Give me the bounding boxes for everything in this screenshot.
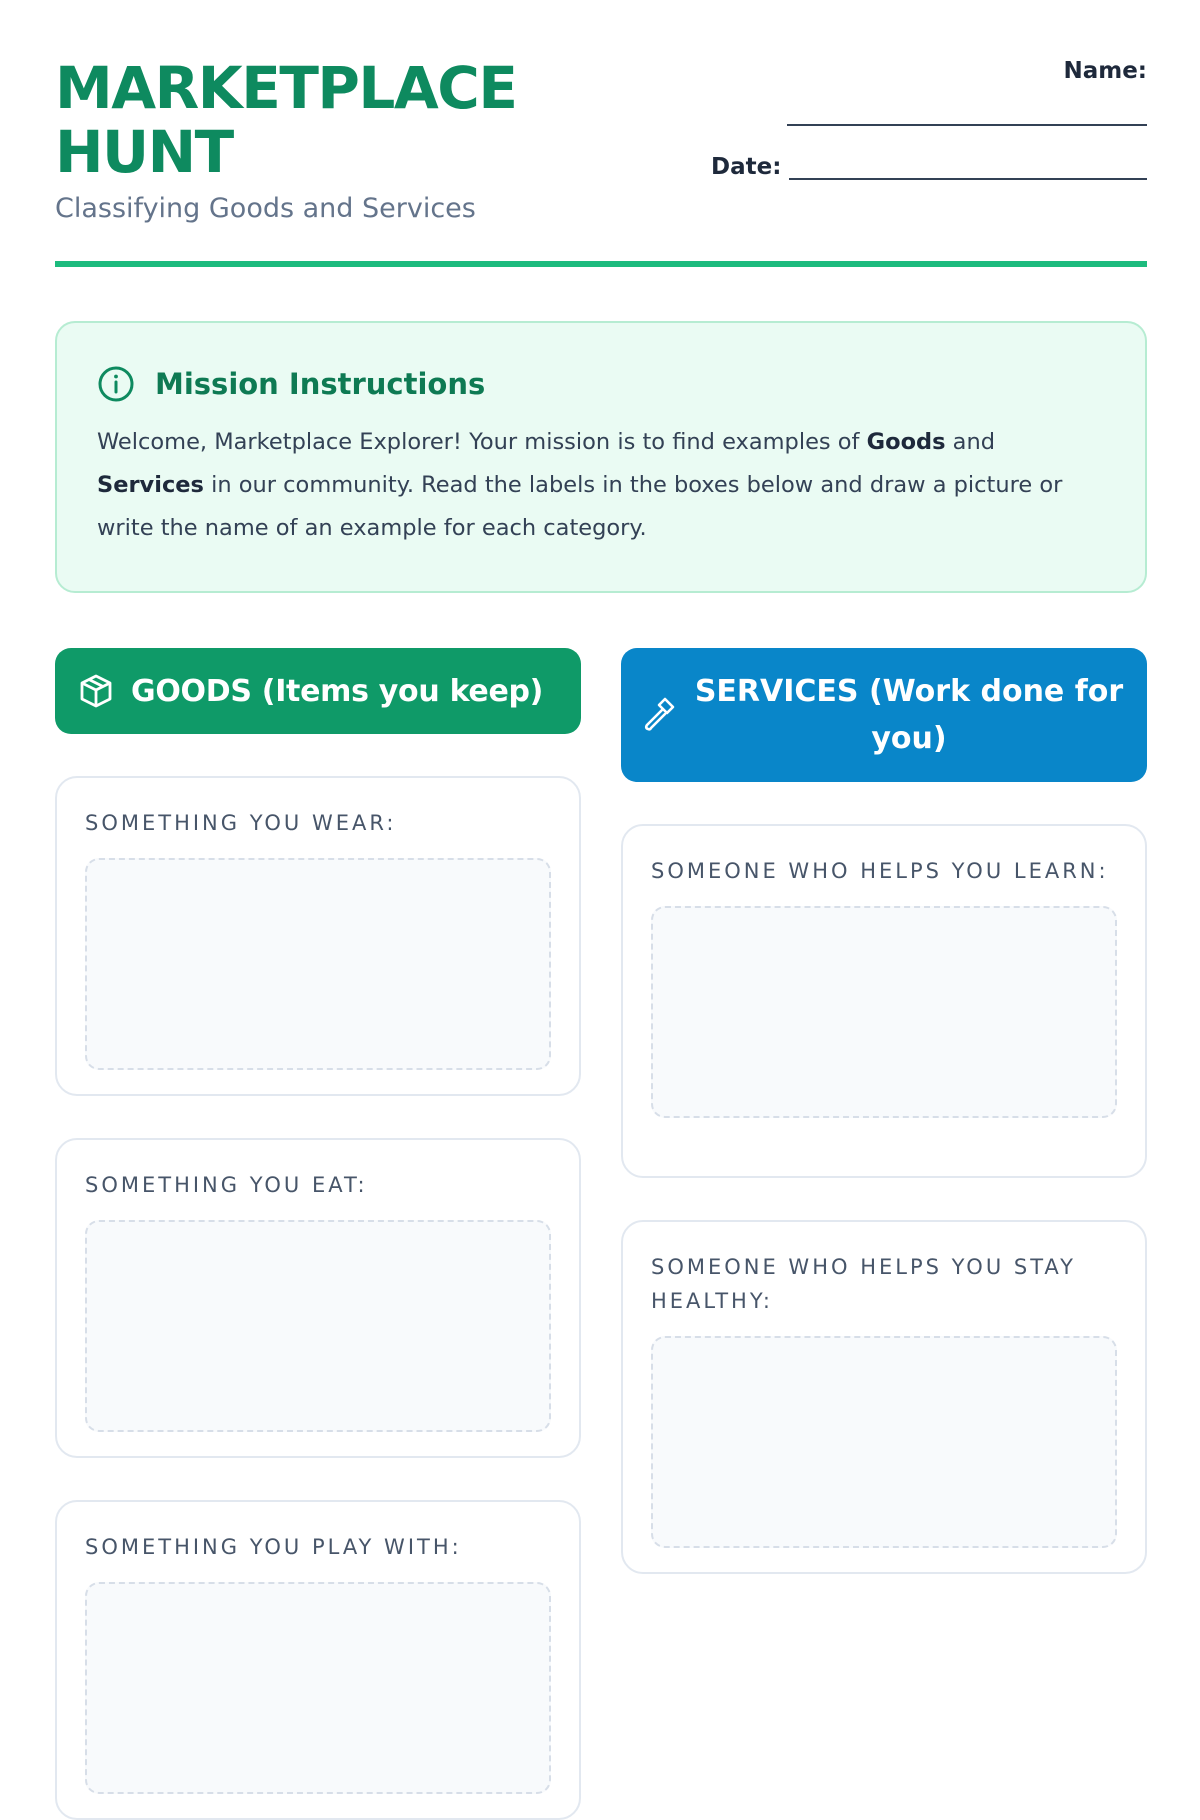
services-card-learn <box>621 824 1147 1178</box>
date-field[interactable] <box>711 150 1147 180</box>
goods-column <box>55 648 581 1820</box>
goods-header <box>55 648 581 734</box>
drawing-area[interactable] <box>651 1336 1117 1548</box>
services-card-healthy <box>621 1220 1147 1574</box>
box-icon <box>77 672 115 710</box>
mission-title: Mission Instructions <box>155 367 486 401</box>
goods-card-play <box>55 1500 581 1820</box>
card-label: SOMETHING YOU PLAY WITH: <box>85 1535 462 1559</box>
title-line-2: HUNT <box>55 118 233 186</box>
card-label: SOMETHING YOU WEAR: <box>85 811 397 835</box>
drawing-area[interactable] <box>85 1582 551 1794</box>
card-label: SOMETHING YOU EAT: <box>85 1173 368 1197</box>
page-subtitle: Classifying Goods and Services <box>55 193 476 224</box>
name-field[interactable] <box>787 58 1147 126</box>
name-line[interactable] <box>787 84 1147 126</box>
drawing-area[interactable] <box>85 1220 551 1432</box>
drawing-area[interactable] <box>651 906 1117 1118</box>
header-divider <box>55 261 1147 267</box>
name-label: Name: <box>1063 58 1147 84</box>
mission-text-1: Welcome, Marketplace Explorer! Your mission is to find examples of <box>97 429 867 455</box>
title-line-1: MARKETPLACE <box>55 54 517 122</box>
card-label: SOMEONE WHO HELPS YOU STAY HEALTHY: <box>651 1255 1076 1313</box>
goods-card-eat <box>55 1138 581 1458</box>
services-column <box>621 648 1147 1574</box>
goods-card-wear <box>55 776 581 1096</box>
hammer-icon <box>641 697 677 733</box>
drawing-area[interactable] <box>85 858 551 1070</box>
page-title <box>55 56 575 184</box>
mission-instructions-box <box>55 321 1147 593</box>
mission-text-2: and <box>945 429 996 455</box>
date-line[interactable] <box>789 150 1147 180</box>
date-label: Date: <box>711 154 782 180</box>
card-label: SOMEONE WHO HELPS YOU LEARN: <box>651 859 1109 883</box>
services-header <box>621 648 1147 782</box>
mission-text <box>97 421 1105 550</box>
mission-text-3: in our community. Read the labels in the boxes below and draw a picture or write the name of an example for each category. <box>97 472 1063 541</box>
info-icon <box>97 365 135 403</box>
worksheet-page <box>55 0 1147 1600</box>
services-header-label: SERVICES (Work done for you) <box>694 674 1124 756</box>
mission-bold-goods: Goods <box>866 429 946 455</box>
mission-bold-services: Services <box>97 472 204 498</box>
goods-header-label: GOODS (Items you keep) <box>131 673 544 709</box>
